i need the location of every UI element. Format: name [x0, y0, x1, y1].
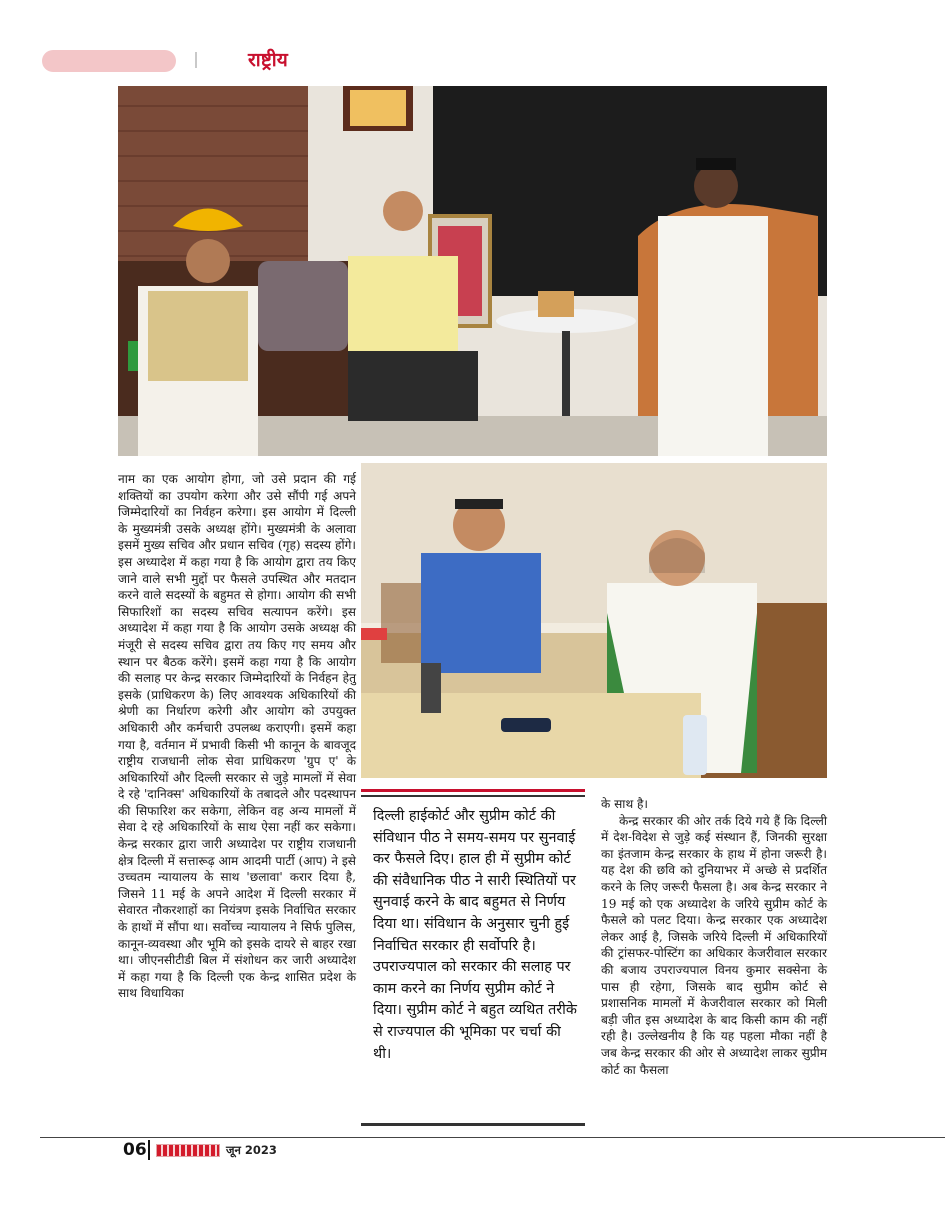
pull-quote-rule-top	[361, 789, 585, 792]
article-column-right	[601, 796, 827, 1078]
footer-rule	[40, 1137, 945, 1138]
pull-quote-rule-top-dark	[361, 795, 585, 797]
header-separator	[195, 52, 197, 68]
header-pill	[42, 50, 176, 72]
article-paragraph: के साथ है।	[601, 797, 649, 811]
footer-divider	[148, 1140, 150, 1160]
pull-quote-rule-bottom	[361, 1123, 585, 1126]
pull-quote: दिल्ली हाईकोर्ट और सुप्रीम कोर्ट की संविधान पीठ ने समय-समय पर सुनवाई कर फैसले दिए। हाल ही में सुप्रीम कोर्ट की संवैधानिक पीठ ने सारी स्थितियों पर सुनवाई करने के बाद बहुमत से निर्णय दिया था। संविधान के अनुसार चुनी हुई निर्वाचित सरकार ही सर्वोपरि है। उपराज्यपाल को सरकार की सलाह पर काम करने का निर्णय सुप्रीम कोर्ट ने दिया। सुप्रीम कोर्ट ने बहुत व्यथित तरीके से राज्यपाल की भूमिका पर चर्चा की थी।	[373, 808, 577, 1062]
meeting-photo-middle	[361, 463, 827, 778]
magazine-logo	[156, 1144, 220, 1157]
article-column-left	[118, 471, 356, 1002]
issue-date: जून 2023	[226, 1143, 277, 1157]
article-paragraph: केन्द्र सरकार की ओर तर्क दिये गये हैं कि दिल्ली में देश-विदेश से जुड़े कई संस्थान हैं, जिनकी सुरक्षा का इंतजाम केन्द्र सरकार के हाथ में होना जरूरी है। यह देश की छवि को दुनियाभर में अच्छे से प्रदर्शित करने के लिए जरूरी फैसला है। अब केन्द्र सरकार ने 19 मई को एक अध्यादेश के जरिये सुप्रीम कोर्ट के फैसले को पलट दिया। केन्द्र सरकार एक अध्यादेश लेकर आई है, जिसके जरिये दिल्ली में अधिकारियों की ट्रांसफर-पोस्टिंग का अधिकार केजरीवाल सरकार की बजाय उपराज्यपाल विनय कुमार सक्सेना के पास ही रहेगा, जिसके बाद सुप्रीम कोर्ट से प्रशासनिक मामलों में केजरीवाल सरकार को मिली बड़ी जीत इस अध्यादेश के बाद किसी काम की नहीं रही है। उल्लेखनीय है कि यह पहला मौका नहीं है जब केन्द्र सरकार की ओर से अध्यादेश लाकर सुप्रीम कोर्ट का फैसला	[601, 813, 827, 1077]
meeting-photo-top	[118, 86, 827, 456]
page-number: 06	[123, 1140, 147, 1160]
section-title: राष्ट्रीय	[248, 49, 288, 71]
article-paragraph: नाम का एक आयोग होगा, जो उसे प्रदान की गई शक्तियों का उपयोग करेगा और उसे सौंपी गई अपने जिम्मेदारियों का निर्वहन करेगा। इस आयोग में दिल्ली के मुख्यमंत्री उसके अध्यक्ष होंगे। मुख्यमंत्री के अलावा इसमें मुख्य सचिव और प्रधान सचिव (गृह) सदस्य होंगे। इस अध्यादेश में कहा गया है कि आयोग द्वारा तय किए जाने वाले सभी मुद्दों पर फैसले उपस्थित और मतदान करने वाले सदस्यों के बहुमत से होगा। आयोग की सभी सिफारिशों का सदस्य सचिव सत्यापन करेंगे। इस अध्यादेश में कहा गया है कि आयोग उसके अध्यक्ष की मंजूरी से सदस्य सचिव द्वारा तय किए गए समय और स्थान पर बैठक करेंगे। इसमें कहा गया है कि आयोग की सलाह पर केन्द्र सरकार जिम्मेदारियों के निर्वहन हेतु इसके (प्राधिकरण के) लिए आवश्यक अधिकारियों की श्रेणी का निर्धारण करेगी और आयोग को उपयुक्त अधिकारी और कर्मचारी उपलब्ध कराएगी। इसमें कहा गया है, वर्तमान में प्रभावी किसी भी कानून के बावजूद राष्ट्रीय राजधानी लोक सेवा प्राधिकरण 'ग्रुप ए' के अधिकारियों और दिल्ली सरकार से जुड़े मामलों में सेवा दे रहे 'दानिक्स' अधिकारियों के तबादले और पदस्थापन की सिफारिश कर सकेगा, लेकिन वह अन्य मामलों में सेवा दे रहे अधिकारियों के साथ ऐसा नहीं कर सकेगा। केन्द्र सरकार द्वारा जारी अध्यादेश पर राष्ट्रीय राजधानी क्षेत्र दिल्ली में सत्तारूढ़ आम आदमी पार्टी (आप) ने इसे उच्चतम न्यायालय के साथ 'छलावा' करार दिया है, जिसने 11 मई के अपने आदेश में दिल्ली सरकार में सेवारत नौकरशाहों का नियंत्रण इसके निर्वाचित सरकार के हाथों में सौंपा था। सर्वोच्च न्यायालय ने सिर्फ पुलिस, कानून-व्यवस्था और भूमि को इसके दायरे से बाहर रखा था। जीएनसीटीडी बिल में संशोधन कर जारी अध्यादेश में कहा गया है कि दिल्ली एक केन्द्र शासित प्रदेश के साथ विधायिका	[118, 472, 356, 1001]
